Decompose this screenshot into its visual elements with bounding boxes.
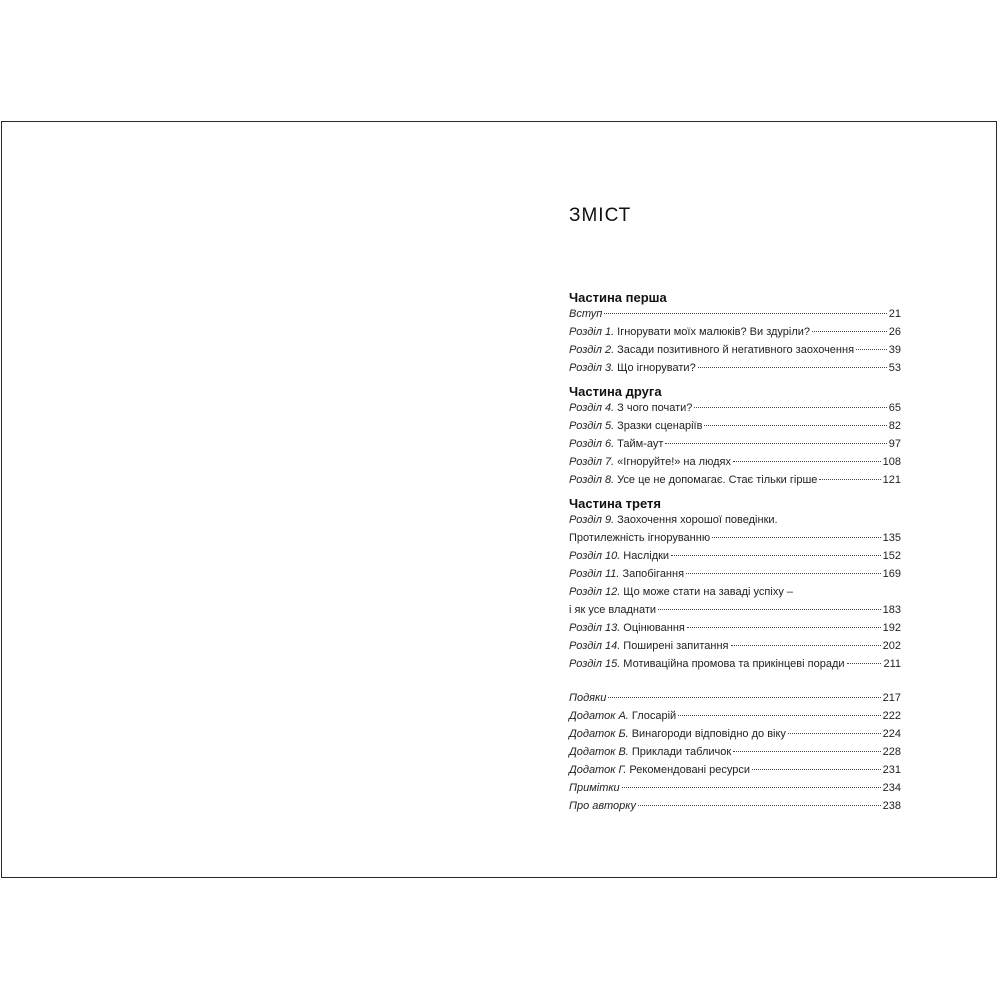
leader-dots	[698, 367, 887, 368]
leader-dots	[622, 787, 881, 788]
toc-entry[interactable]	[569, 438, 901, 456]
page-number: 108	[882, 456, 901, 468]
toc-title: ЗМІСТ	[569, 205, 632, 226]
page-number: 39	[888, 344, 901, 356]
page-number: 26	[888, 326, 901, 338]
toc-entry[interactable]	[569, 782, 901, 800]
book-spread	[1, 121, 997, 878]
toc-entry[interactable]	[569, 344, 901, 362]
entry-label: Розділ 2.	[569, 344, 615, 356]
entry-label: Розділ 14.	[569, 640, 621, 652]
entry-label: Розділ 8.	[569, 474, 615, 486]
page-number: 82	[888, 420, 901, 432]
toc-entry[interactable]	[569, 764, 901, 782]
entry-label: Розділ 6.	[569, 438, 615, 450]
entry-title: Тайм-аут	[617, 438, 664, 450]
page-number: 224	[882, 728, 901, 740]
leader-dots	[712, 537, 881, 538]
entry-title: Приклади табличок	[631, 746, 732, 758]
entry-title: Що може стати на заваді успіху –	[623, 586, 794, 598]
entry-title: Запобігання	[622, 568, 685, 580]
entry-label: Розділ 12.	[569, 586, 621, 598]
toc-entry[interactable]	[569, 550, 901, 568]
entry-title: Мотиваційна промова та прикінцеві поради	[623, 658, 845, 670]
leader-dots	[812, 331, 887, 332]
leader-dots	[733, 461, 881, 462]
leader-dots	[638, 805, 881, 806]
part-heading: Частина перша	[569, 290, 667, 305]
toc-entry[interactable]	[569, 308, 901, 326]
leader-dots	[819, 479, 880, 480]
entry-title-continued: Протилежність ігноруванню	[569, 532, 711, 544]
leader-dots	[752, 769, 881, 770]
entry-title: Рекомендовані ресурси	[629, 764, 751, 776]
leader-dots	[856, 349, 887, 350]
entry-label: Розділ 11.	[569, 568, 620, 580]
toc-entry[interactable]	[569, 640, 901, 658]
toc-entry[interactable]	[569, 362, 901, 380]
entry-label: Розділ 5.	[569, 420, 615, 432]
page-number: 202	[882, 640, 901, 652]
toc-entry[interactable]	[569, 402, 901, 420]
page-number: 211	[883, 658, 901, 670]
page-number: 228	[882, 746, 901, 758]
toc-entry[interactable]	[569, 604, 901, 622]
entry-label: Розділ 15.	[569, 658, 621, 670]
toc-entry[interactable]	[569, 420, 901, 438]
entry-title: Засади позитивного й негативного заохочення	[617, 344, 855, 356]
toc-entry[interactable]	[569, 710, 901, 728]
entry-title-continued: і як усе владнати	[569, 604, 657, 616]
leader-dots	[704, 425, 886, 426]
leader-dots	[687, 627, 881, 628]
toc-entry[interactable]	[569, 474, 901, 492]
leader-dots	[658, 609, 881, 610]
entry-title: Винагороди відповідно до віку	[631, 728, 786, 740]
leader-dots	[665, 443, 886, 444]
entry-title: Заохочення хорошої поведінки.	[617, 514, 778, 526]
page-number: 135	[882, 532, 901, 544]
leader-dots	[671, 555, 881, 556]
page-number: 217	[882, 692, 901, 704]
part-heading: Частина друга	[569, 384, 662, 399]
toc-entry[interactable]	[569, 456, 901, 474]
entry-title: Що ігнорувати?	[617, 362, 696, 374]
page-number: 152	[882, 550, 901, 562]
leader-dots	[608, 697, 880, 698]
toc-entry[interactable]	[569, 326, 901, 344]
entry-label: Розділ 10.	[569, 550, 621, 562]
leader-dots	[731, 645, 881, 646]
page-number: 53	[888, 362, 901, 374]
page-number: 234	[882, 782, 901, 794]
entry-label: Примітки	[569, 782, 620, 794]
page-number: 121	[882, 474, 901, 486]
leader-dots	[788, 733, 881, 734]
entry-label: Додаток Б.	[569, 728, 629, 740]
entry-label: Додаток А.	[569, 710, 629, 722]
entry-title: Глосарій	[631, 710, 677, 722]
toc-entry-line1[interactable]	[569, 514, 778, 532]
leader-dots	[733, 751, 880, 752]
entry-label: Додаток В.	[569, 746, 629, 758]
page-number: 222	[882, 710, 901, 722]
toc-entry[interactable]	[569, 692, 901, 710]
entry-label: Розділ 13.	[569, 622, 621, 634]
page-number: 97	[888, 438, 901, 450]
entry-title: Зразки сценаріїв	[617, 420, 703, 432]
entry-label: Розділ 4.	[569, 402, 615, 414]
entry-label: Про авторку	[569, 800, 636, 812]
toc-entry[interactable]	[569, 622, 901, 640]
entry-title: З чого почати?	[617, 402, 693, 414]
entry-label: Додаток Г.	[569, 764, 627, 776]
page-number: 192	[882, 622, 901, 634]
entry-title: «Ігноруйте!» на людях	[617, 456, 731, 468]
toc-entry[interactable]	[569, 800, 901, 818]
entry-label: Вступ	[569, 308, 603, 320]
page-number: 238	[882, 800, 901, 812]
entry-title: Наслідки	[623, 550, 670, 562]
entry-title: Усе це не допомагає. Стає тільки гірше	[617, 474, 818, 486]
toc-entry[interactable]	[569, 658, 901, 676]
page-number: 65	[888, 402, 901, 414]
entry-label: Подяки	[569, 692, 607, 704]
entry-title: Оцінювання	[623, 622, 685, 634]
page-number: 231	[882, 764, 901, 776]
entry-label: Розділ 7.	[569, 456, 615, 468]
leader-dots	[694, 407, 886, 408]
leader-dots	[847, 663, 882, 664]
leader-dots	[604, 313, 886, 314]
toc-entry[interactable]	[569, 728, 901, 746]
part-heading: Частина третя	[569, 496, 661, 511]
entry-label: Розділ 1.	[569, 326, 615, 338]
leader-dots	[686, 573, 881, 574]
toc-entry[interactable]	[569, 746, 901, 764]
entry-label: Розділ 9.	[569, 514, 615, 526]
entry-title: Поширені запитання	[623, 640, 729, 652]
page-number: 21	[888, 308, 901, 320]
page-number: 169	[882, 568, 901, 580]
toc-entry[interactable]	[569, 568, 901, 586]
toc-entry-line1[interactable]	[569, 586, 793, 604]
page-number: 183	[882, 604, 901, 616]
entry-title: Ігнорувати моїх малюків? Ви здуріли?	[617, 326, 811, 338]
toc-entry[interactable]	[569, 532, 901, 550]
leader-dots	[678, 715, 880, 716]
entry-label: Розділ 3.	[569, 362, 615, 374]
